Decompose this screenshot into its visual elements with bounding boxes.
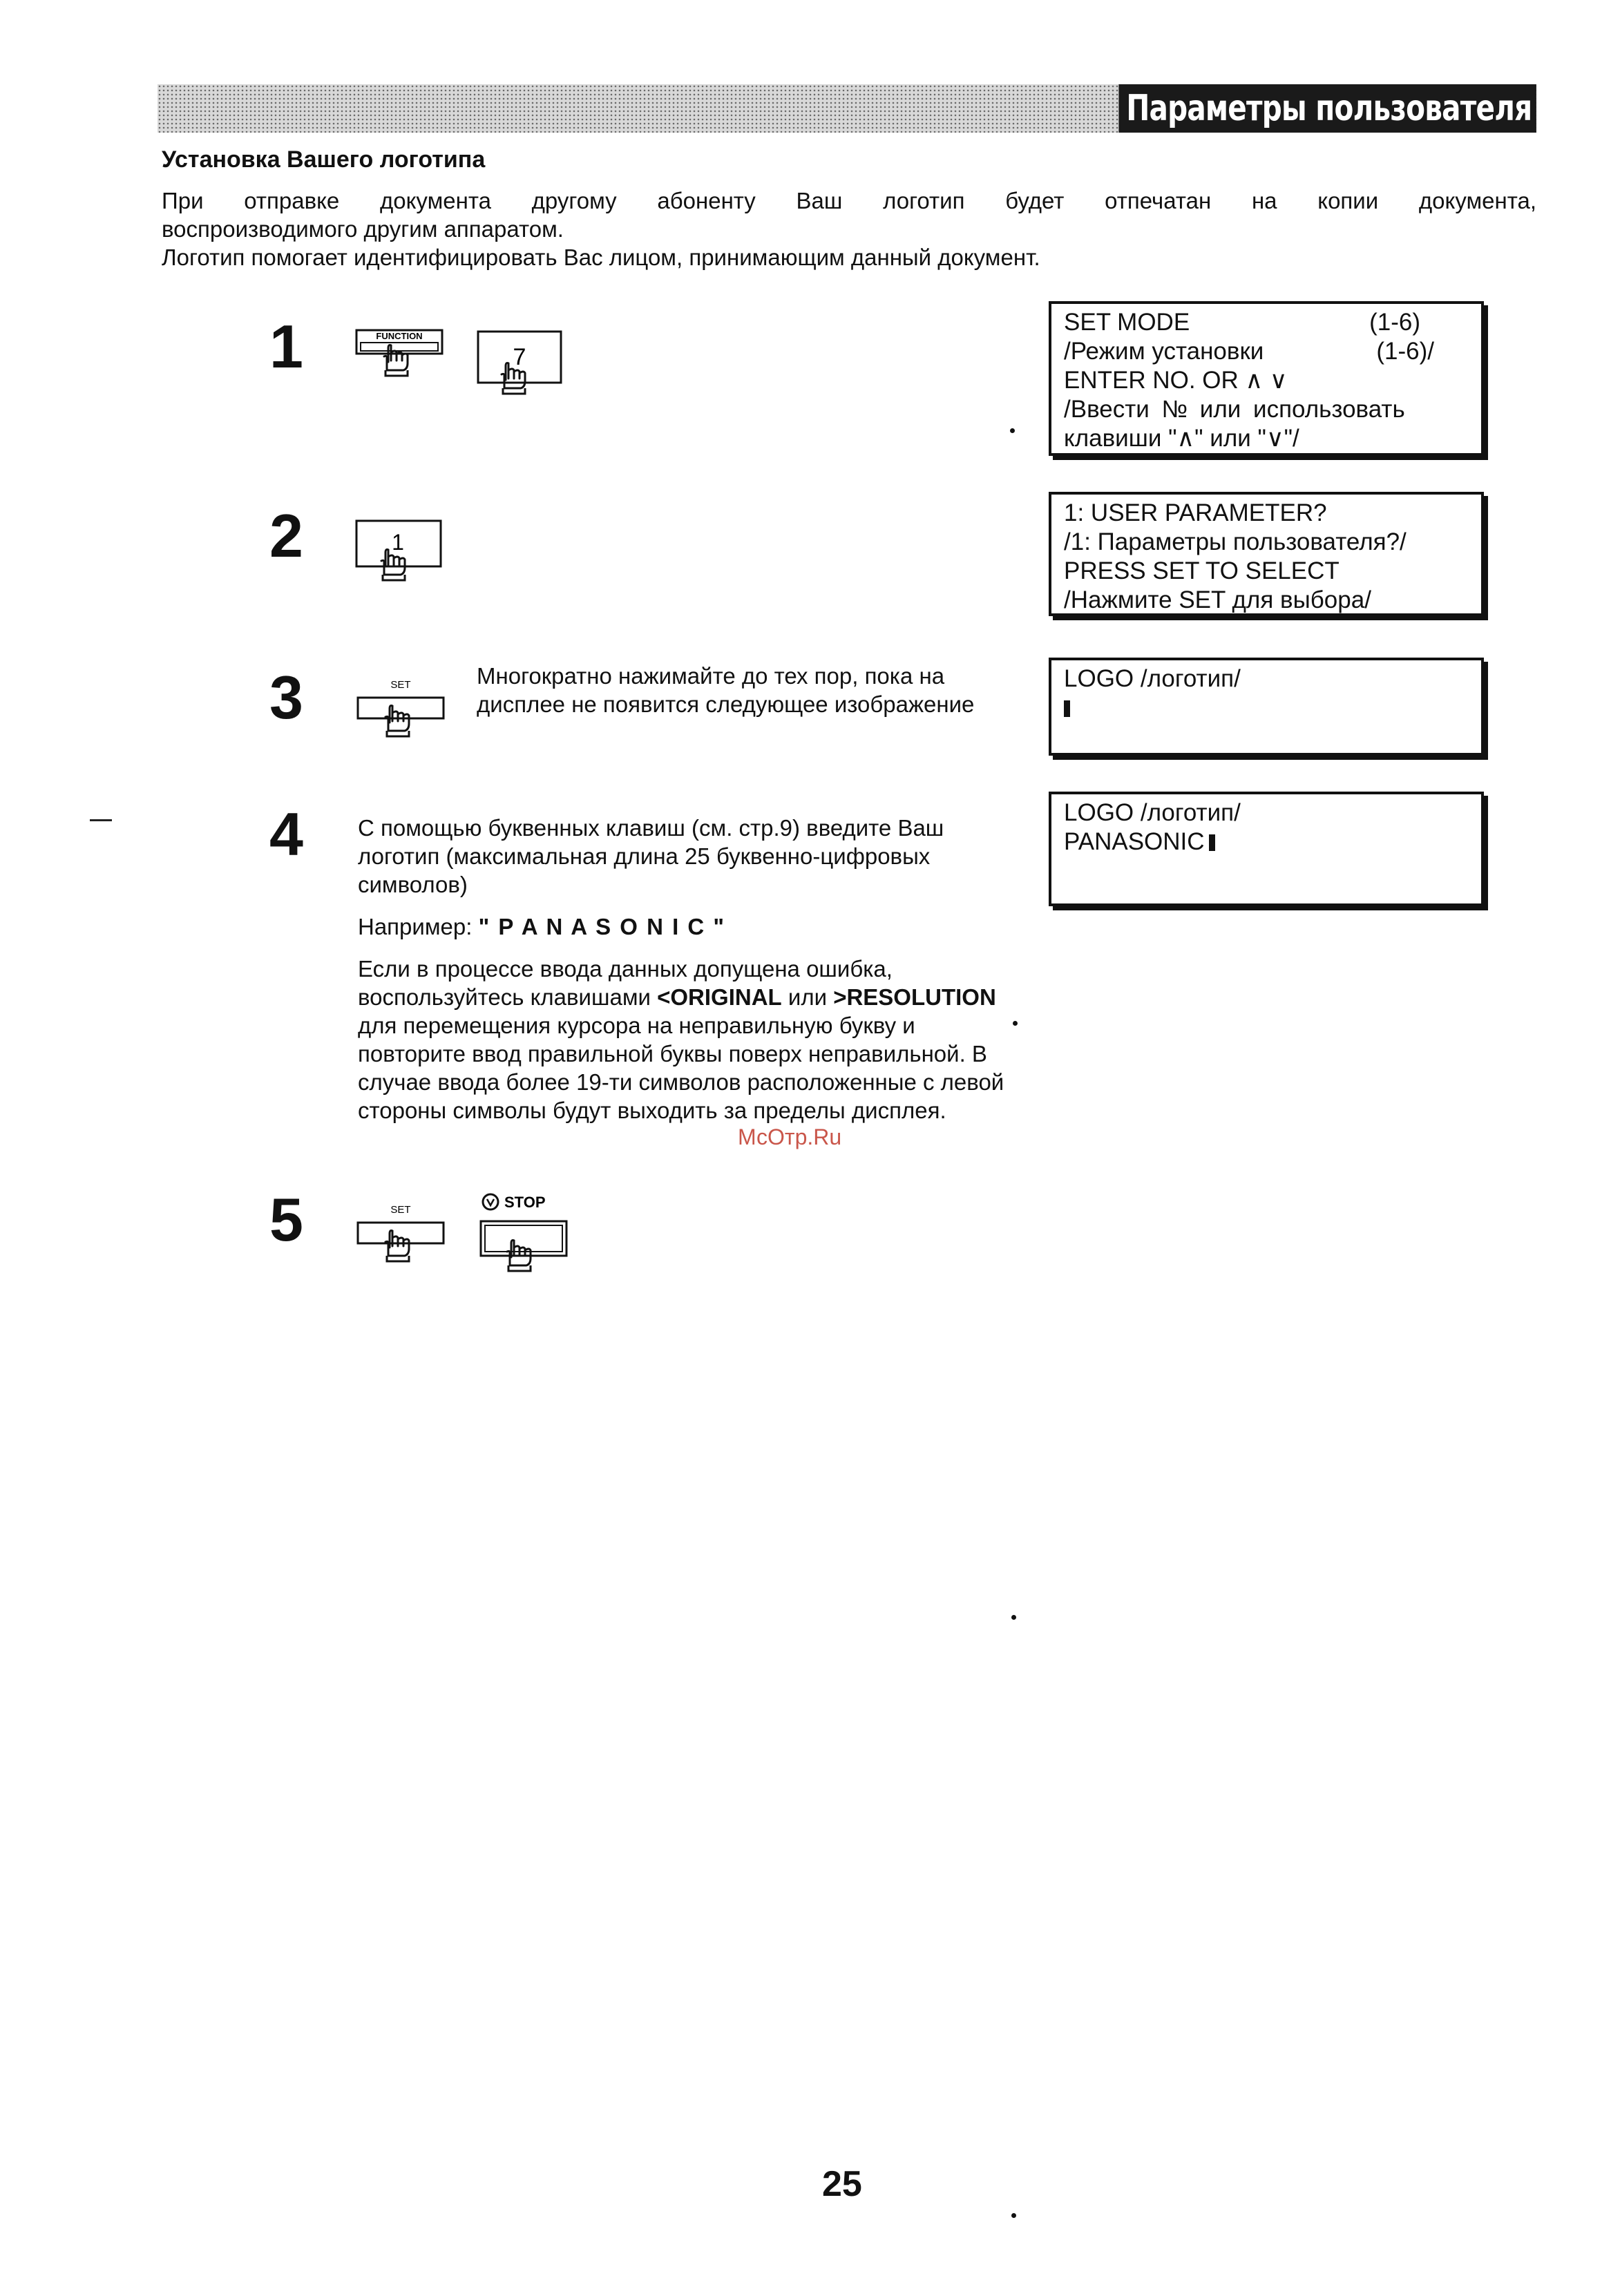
section-title: Установка Вашего логотипа — [162, 146, 486, 173]
set-key-label: SET — [390, 1204, 411, 1216]
step-5-number: 5 — [269, 1185, 303, 1254]
step-4-example: Например: " P A N A S O N I C " — [358, 914, 726, 939]
intro-line-1: При отправке документа другому абоненту Ваш логотип будет отпечатан на копии документа, — [162, 188, 1536, 213]
step-4-text-1: С помощью буквенных клавиш (см. стр.9) введите Ваш логотип (максимальная длина 25 буквенно-цифровых символов) — [358, 815, 944, 897]
lcd-display-logo-empty — [1049, 658, 1484, 756]
key-7-label: 7 — [513, 344, 526, 370]
scan-speck — [1010, 428, 1015, 433]
scan-speck — [1013, 1021, 1018, 1026]
original-key-ref: <ORIGINAL — [657, 984, 782, 1010]
lcd-row: PANASONIC — [1064, 827, 1469, 857]
lcd-row: PRESS SET TO SELECT — [1064, 557, 1340, 584]
stop-key[interactable] — [477, 1188, 573, 1279]
intro-text — [162, 186, 1536, 271]
set-key[interactable] — [355, 674, 446, 753]
scan-speck — [1011, 1615, 1016, 1620]
lcd-row: LOGO /логотип/ — [1064, 665, 1241, 692]
page-header-title: Параметры пользователя — [1119, 84, 1536, 133]
lcd-row: ENTER NO. OR ∧ ∨ — [1064, 367, 1288, 394]
stop-key-label: STOP — [504, 1194, 546, 1211]
intro-line-2: воспроизводимого другим аппаратом. — [162, 216, 564, 242]
key-7[interactable] — [475, 327, 568, 414]
step-4-text — [358, 814, 1021, 1138]
page-number: 25 — [822, 2164, 862, 2204]
lcd-row: /1: Параметры пользователя?/ — [1064, 528, 1407, 555]
intro-line-3: Логотип помогает идентифицировать Вас лицом, принимающим данный документ. — [162, 245, 1040, 270]
lcd-row: /Ввести № или использовать — [1064, 396, 1405, 423]
text-cursor — [1064, 700, 1070, 717]
function-key[interactable] — [354, 327, 448, 399]
step-1-number: 1 — [269, 312, 303, 381]
lcd-row: /Режим установки (1-6)/ — [1064, 338, 1434, 365]
step-2-number: 2 — [269, 501, 303, 570]
step-4-number: 4 — [269, 800, 303, 868]
function-key-label: FUNCTION — [376, 331, 423, 341]
watermark: МсОтр.Ru — [738, 1125, 842, 1149]
step-4-text-2: Если в процессе ввода данных допущена ошибка, воспользуйтесь клавишами <ORIGINAL или >RESOLUTION для перемещения курсора на неправильную букву и повторите ввод правильной буквы поверх неправильной. В случае ввода более 19-ти символов расположенные с левой стороны символы будут выходить за пределы дисплея. — [358, 956, 1004, 1123]
set-key-label: SET — [390, 679, 411, 691]
step-3-number: 3 — [269, 663, 303, 731]
lcd-display-user-parameter — [1049, 492, 1484, 616]
resolution-key-ref: >RESOLUTION — [833, 984, 996, 1010]
lcd-display-logo-panasonic — [1049, 792, 1484, 906]
lcd-row: /Нажмите SET для выбора/ — [1064, 586, 1371, 613]
key-1-label: 1 — [392, 530, 404, 555]
lcd-row: SET MODE (1-6) — [1064, 309, 1420, 336]
text-cursor — [1209, 834, 1215, 851]
lcd-row: клавиши "∧" или "∨"/ — [1064, 425, 1299, 452]
lcd-row: 1: USER PARAMETER? — [1064, 499, 1327, 526]
stop-icon — [483, 1194, 498, 1209]
key-1[interactable] — [352, 515, 448, 605]
lcd-row — [1064, 693, 1469, 723]
scan-mark — [90, 819, 112, 821]
set-key-step5[interactable] — [355, 1199, 446, 1278]
lcd-row: LOGO /логотип/ — [1064, 799, 1241, 826]
step-3-text: Многократно нажимайте до тех пор, пока на дисплее не появится следующее изображение — [477, 663, 975, 717]
scan-speck — [1011, 2213, 1016, 2218]
lcd-display-set-mode — [1049, 301, 1484, 456]
header-band — [158, 84, 1536, 133]
